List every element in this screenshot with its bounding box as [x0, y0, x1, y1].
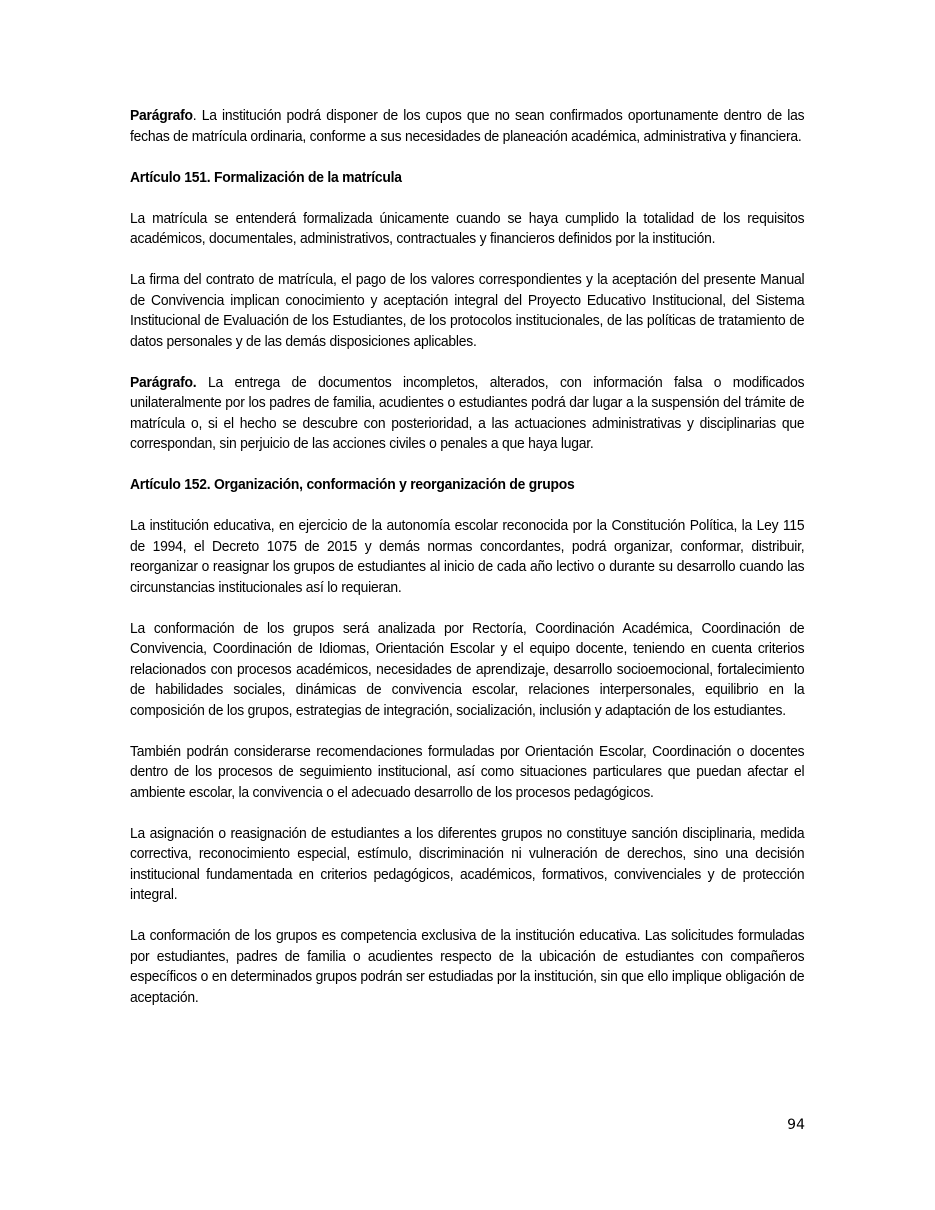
paragraph-matricula-formalizada: La matrícula se entenderá formalizada únicamente cuando se haya cumplido la totalidad de los requisitos académicos, documentales, administrativos, contractuales y financieros definidos por la institución. [130, 209, 805, 247]
paragraph-lead: Parágrafo. [130, 373, 197, 391]
article-151-heading: Artículo 151. Formalización de la matrícula [130, 168, 402, 186]
paragraph-competencia-exclusiva: La conformación de los grupos es competencia exclusiva de la institución educativa. Las solicitudes formuladas por estudiantes, padres de familia o acudientes respecto de la ubicación de estudiantes con compañeros específicos o en determinados grupos podrán ser estudiadas por la institución, sin que ello implique obligación de aceptación. [130, 927, 805, 1006]
article-152-heading: Artículo 152. Organización, conformación y reorganización de grupos [130, 476, 575, 493]
paragraph-text: . La institución podrá disponer de los cupos que no sean confirmados oportunamente dentro de las fechas de matrícula ordinaria, conforme a sus necesidades de planeación académica, administrativa y financiera. [130, 107, 805, 145]
paragraph-asignacion: La asignación o reasignación de estudiantes a los diferentes grupos no constituye sanción disciplinaria, medida correctiva, reconocimiento especial, estímulo, discriminación ni vulneración de derechos, sino una decisión institucional fundamentada en criterios pedagógicos, académicos, formativos, convivenciales y de protección integral. [130, 824, 805, 903]
paragraph-firma-contrato: La firma del contrato de matrícula, el pago de los valores correspondientes y la aceptación del presente Manual de Convivencia implican conocimiento y aceptación integral del Proyecto Educativo Institucional, del Sistema Institucional de Evaluación de los Estudiantes, de los protocolos institucionales, de las políticas de tratamiento de datos personales y de las demás disposiciones aplicables. [130, 271, 805, 350]
paragraph-paragrafo-cupos [130, 106, 804, 147]
paragraph-conformacion-grupos: La conformación de los grupos será analizada por Rectoría, Coordinación Académica, Coordinación de Convivencia, Coordinación de Idiomas, Orientación Escolar y el equipo docente, teniendo en cuenta criterios relacionados con procesos académicos, necesidades de aprendizaje, desarrollo socioemocional, fortalecimiento de habilidades sociales, dinámicas de convivencia escolar, relaciones interpersonales, equilibrio en la composición de los grupos, estrategias de integración, socialización, inclusión y adaptación de los estudiantes. [130, 619, 805, 719]
page-number: 94 [787, 1117, 805, 1133]
document-page [130, 106, 805, 1029]
paragraph-paragrafo-documentos [130, 373, 804, 455]
paragraph-text: La entrega de documentos incompletos, alterados, con información falsa o modificados unilateralmente por los padres de familia, acudientes o estudiantes podrá dar lugar a la suspensión del trámite de matrícula o, si el hecho se descubre con posterioridad, a las actuaciones administrativas y disciplinarias que correspondan, sin perjuicio de las acciones civiles o penales a que haya lugar. [130, 373, 805, 452]
paragraph-lead: Parágrafo [130, 107, 193, 124]
paragraph-recomendaciones: También podrán considerarse recomendaciones formuladas por Orientación Escolar, Coordinación o docentes dentro de los procesos de seguimiento institucional, así como situaciones particulares que puedan afectar el ambiente escolar, la convivencia o el adecuado desarrollo de los procesos pedagógicos. [130, 742, 805, 801]
paragraph-autonomia-escolar: La institución educativa, en ejercicio de la autonomía escolar reconocida por la Constitución Política, la Ley 115 de 1994, el Decreto 1075 de 2015 y demás normas concordantes, podrá organizar, conformar, distribuir, reorganizar o reasignar los grupos de estudiantes al inicio de cada año lectivo o durante su desarrollo cuando las circunstancias institucionales así lo requieran. [130, 517, 805, 596]
